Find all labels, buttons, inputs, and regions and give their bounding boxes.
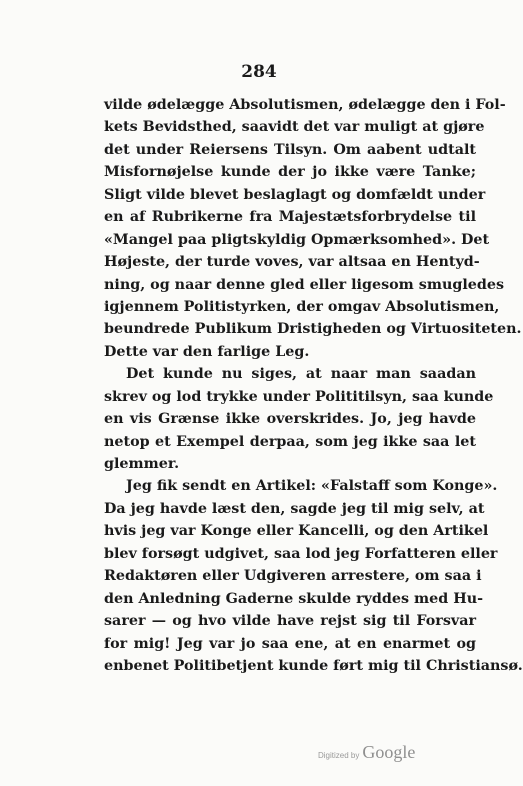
text-line: kets Bevidsthed, saavidt det var muligt at gjøre: [104, 119, 485, 136]
text-line: for mig! Jeg var jo saa ene, at en enarmet og: [104, 635, 476, 652]
watermark-prefix: Digitized by: [318, 751, 360, 760]
digitization-watermark: [318, 742, 415, 763]
text-line: Dette var den farlige Leg.: [104, 343, 310, 360]
text-line: Højeste, der turde voves, var altsaa en Hentyd-: [104, 254, 480, 271]
text-line: det under Reiersens Tilsyn. Om aabent udtalt: [104, 141, 476, 158]
page-number: 284: [241, 62, 277, 82]
text-line: Det kunde nu siges, at naar man saadan: [126, 366, 476, 383]
text-line: netop et Exempel derpaa, som jeg ikke saa let: [104, 433, 476, 450]
text-line: Sligt vilde blevet beslaglagt og domfældt under: [104, 186, 486, 203]
text-line: beundrede Publikum Dristigheden og Virtuositeten.: [104, 321, 522, 338]
text-line: en af Rubrikerne fra Majestætsforbrydelse til: [104, 209, 476, 226]
text-line: Redaktøren eller Udgiveren arrestere, om saa i: [104, 568, 482, 585]
text-line: Jeg fik sendt en Artikel: «Falstaff som Konge».: [126, 478, 498, 495]
text-line: Da jeg havde læst den, sagde jeg til mig selv, at: [104, 500, 485, 517]
text-line: glemmer.: [104, 456, 180, 472]
text-line: blev forsøgt udgivet, saa lod jeg Forfatteren eller: [104, 545, 498, 562]
text-line: igjennem Politistyrken, der omgav Absolutismen,: [104, 298, 500, 315]
text-line: sarer — og hvo vilde have rejst sig til Forsvar: [104, 613, 476, 630]
text-line: hvis jeg var Konge eller Kancelli, og den Artikel: [104, 523, 489, 540]
text-line: Misfornøjelse kunde der jo ikke være Tanke;: [104, 164, 476, 181]
watermark-brand-logo: Google: [362, 742, 416, 762]
text-line: vilde ødelægge Absolutismen, ødelægge den i Fol-: [104, 97, 506, 113]
text-line: skrev og lod trykke under Polititilsyn, saa kunde: [104, 388, 494, 405]
text-line: ning, og naar denne gled eller ligesom smugledes: [104, 276, 505, 293]
text-line: den Anledning Gaderne skulde ryddes med Hu-: [104, 590, 484, 607]
text-line: «Mangel paa pligtskyldig Opmærksomhed». Det: [104, 231, 490, 248]
text-line: enbenet Politibetjent kunde ført mig til Christiansø.: [104, 657, 523, 674]
body-text: [104, 94, 523, 677]
text-line: en vis Grænse ikke overskrides. Jo, jeg havde: [104, 411, 476, 428]
